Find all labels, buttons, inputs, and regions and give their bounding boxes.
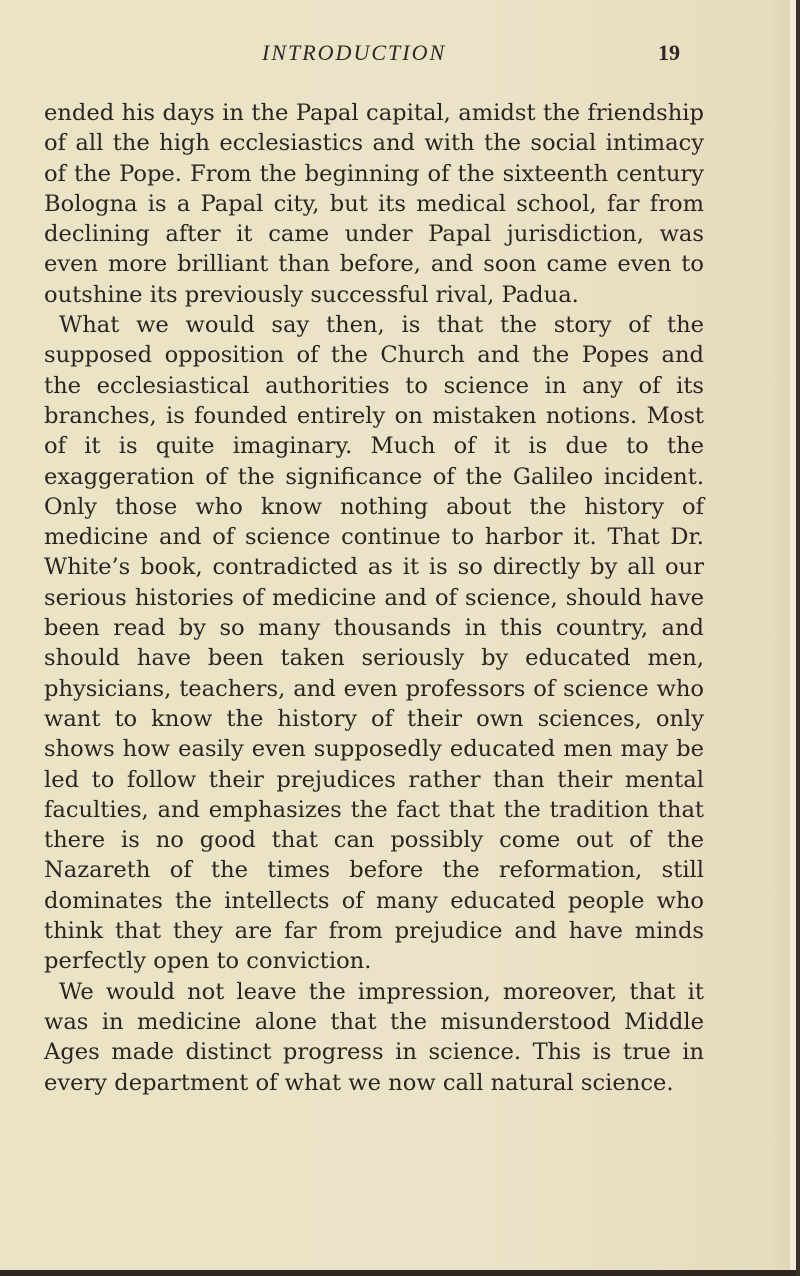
body-text <box>44 98 704 1098</box>
bottom-edge-shadow <box>0 1270 796 1276</box>
page-number: 19 <box>658 40 680 65</box>
paragraph-1: ended his days in the Papal capital, amidst the friendship of all the high ecclesiastics and with the social intimacy of the Pope. From the beginning of the sixteenth century Bologna is a Papal city, but its medical school, far from declining after it came under Papal jurisdiction, was even more brilliant than before, and soon came even to outshine its previously successful rival, Padua. <box>44 100 704 308</box>
paragraph-2: What we would say then, is that the story of the supposed opposition of the Church and the Popes and the ecclesiastical authorities to science in any of its branches, is founded entirely on mistaken notions. Most of it is quite imaginary. Much of it is due to the exaggeration of the significance of the Galileo incident. Only those who know nothing about the history of medicine and of science continue to harbor it. That Dr. White’s book, contradicted as it is so directly by all our serious histories of medicine and of science, should have been read by so many thousands in this country, and should have been taken seriously by educated men, physicians, teachers, and even professors of science who want to know the history of their own sciences, only shows how easily even supposedly educated men may be led to follow their prejudices rather than their mental faculties, and emphasizes the fact that the tradition that there is no good that can possibly come out of the Nazareth of the times before the reformation, still dominates the intellects of many educated people who think that they are far from prejudice and have minds perfectly open to conviction. <box>44 312 704 975</box>
paragraph-3: We would not leave the impression, moreover, that it was in medicine alone that the misunderstood Middle Ages made distinct progress in science. This is true in every department of what we now call natural science. <box>44 978 704 1096</box>
running-head-title: INTRODUCTION <box>262 40 447 65</box>
page-edge-shadow <box>796 0 800 1276</box>
running-head <box>0 40 800 70</box>
